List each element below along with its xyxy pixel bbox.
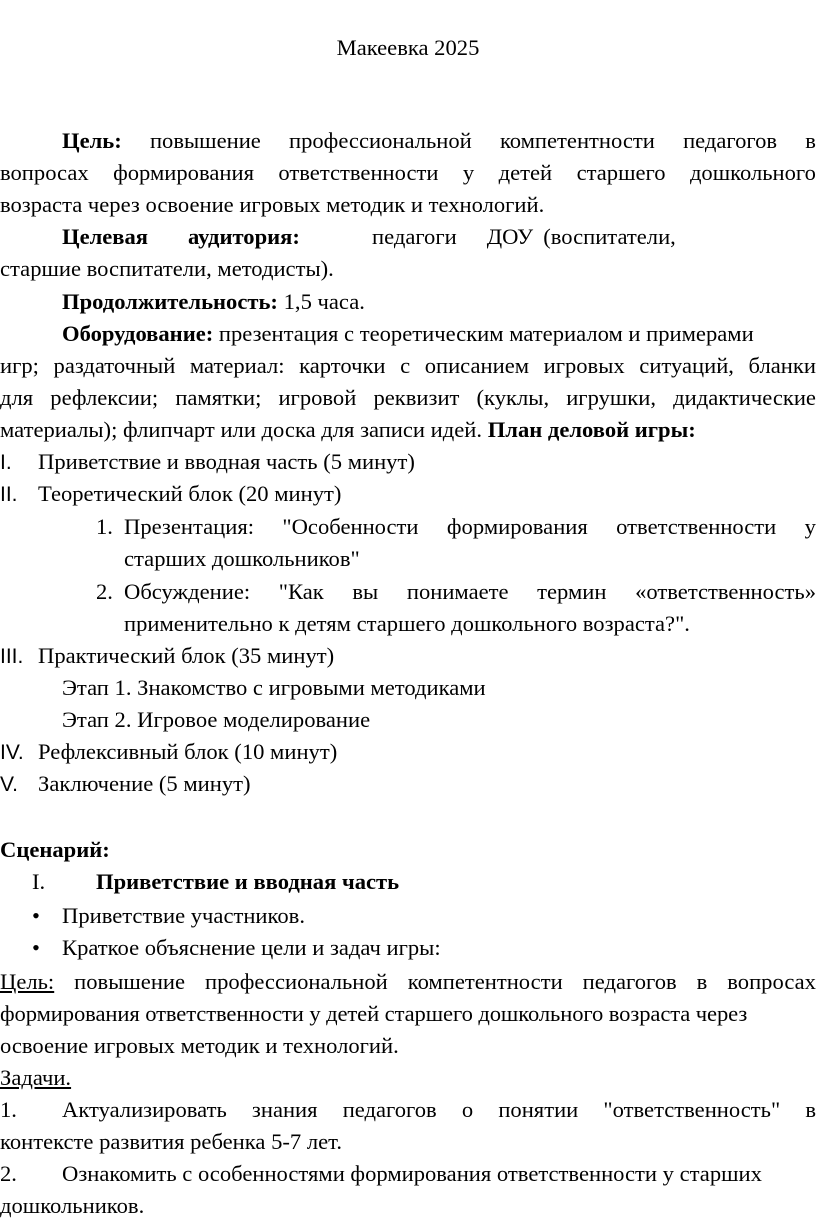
plan-item	[0, 446, 415, 479]
duration-value: 1,5 часа.	[277, 289, 365, 314]
task-num: 1.	[0, 1097, 17, 1122]
stage-item: Этап 2. Игровое моделирование	[62, 707, 371, 732]
plan-item	[0, 640, 334, 673]
goal-word: формирования	[113, 160, 254, 185]
equipment-word: игр;	[0, 353, 39, 378]
plan-item-num: I.	[0, 451, 12, 474]
sub-item-line-1	[124, 576, 816, 608]
equipment-word: раздаточный	[53, 353, 176, 378]
equipment-word: для	[0, 385, 34, 410]
scenario-goal-word: педагогов	[582, 969, 677, 994]
audience-line-2: старшие воспитатели, методисты).	[0, 256, 334, 281]
task-word: знания	[251, 1097, 318, 1122]
equipment-word: памятки;	[175, 385, 262, 410]
goal-line-3: возраста через освоение игровых методик и технологий.	[0, 192, 545, 217]
scenario-goal-word: в	[696, 969, 708, 994]
equipment-line-4	[0, 414, 696, 446]
audience-word: ДОУ	[486, 224, 534, 249]
goal-line-2	[0, 157, 816, 189]
equipment-text: материалы); флипчарт или доска для записи идей.	[0, 417, 488, 442]
audience-label	[62, 221, 300, 253]
tasks-label: Задачи.	[0, 1065, 72, 1090]
sub-item-word: "Особенности	[282, 514, 419, 539]
sub-item-word: Обсуждение:	[124, 579, 251, 604]
equipment-word: игровой	[278, 385, 357, 410]
sub-item-word: «ответственность»	[635, 579, 816, 604]
task-line-2: контексте развития ребенка 5-7 лет.	[0, 1129, 342, 1154]
plan-item-num: IV.	[0, 741, 24, 764]
task-word: в	[805, 1097, 816, 1122]
task-word: Актуализировать	[62, 1097, 227, 1122]
scenario-section-num: I.	[32, 869, 46, 894]
goal-word: вопросах	[0, 160, 89, 185]
goal-label: Цель:	[62, 128, 122, 153]
scenario-goal-word: компетентности	[407, 969, 563, 994]
equipment-word: дидактические	[673, 385, 816, 410]
plan-item-text: Теоретический блок (20 минут)	[38, 481, 342, 506]
sub-item-word: Презентация:	[124, 514, 254, 539]
equipment-word: рефлексии;	[50, 385, 159, 410]
scenario-heading-text: Сценарий:	[0, 837, 110, 862]
goal-word: дошкольного	[689, 160, 816, 185]
goal-word: повышение	[149, 128, 261, 153]
scenario-goal-label: Цель:	[0, 969, 55, 994]
task-line-1: Ознакомить с особенностями формирования ответственности у старших	[62, 1161, 762, 1186]
plan-label: План деловой игры:	[487, 417, 696, 442]
scenario-goal-line-2: формирования ответственности у детей старшего дошкольного возраста через	[0, 1001, 748, 1026]
plan-item-text: Рефлексивный блок (10 минут)	[38, 739, 338, 764]
equipment-text: презентация с теоретическим материалом и примерами	[213, 321, 754, 346]
equipment-word: материал:	[189, 353, 285, 378]
plan-item	[0, 478, 341, 511]
bullet-item: Приветствие участников.	[62, 903, 305, 928]
goal-word: ответственности	[278, 160, 439, 185]
equipment-word: реквизит	[373, 385, 460, 410]
goal-word: старшего	[576, 160, 666, 185]
sub-item-word: формирования	[446, 514, 588, 539]
scenario-goal-line-1	[0, 966, 816, 998]
plan-item-num: II.	[0, 483, 18, 506]
sub-item-num: 1.	[96, 514, 113, 539]
duration	[62, 286, 365, 318]
audience-word: (воспитатели,	[543, 224, 676, 249]
scenario-section-title	[96, 866, 399, 898]
task-word: "ответственность"	[603, 1097, 781, 1122]
audience-label-word: аудитория:	[188, 224, 300, 249]
equipment-word: игровых	[543, 353, 625, 378]
goal-word: детей	[498, 160, 553, 185]
goal-word: у	[462, 160, 475, 185]
scenario-goal-word: повышение	[74, 969, 186, 994]
audience-word: педагоги	[372, 224, 457, 249]
sub-item-word: у	[804, 514, 816, 539]
plan-item-text: Приветствие и вводная часть (5 минут)	[38, 449, 415, 474]
scenario-heading	[0, 834, 110, 866]
task-line-2: дошкольников.	[0, 1193, 145, 1218]
equipment-line-1	[62, 318, 754, 350]
audience-value	[372, 221, 676, 253]
equipment-word: ситуаций,	[639, 353, 734, 378]
scenario-section-title-text: Приветствие и вводная часть	[96, 869, 400, 894]
bullet-icon: •	[32, 935, 40, 960]
task-word: о	[461, 1097, 474, 1122]
plan-item	[0, 768, 251, 801]
plan-item-num: III.	[0, 645, 24, 668]
plan-item-text: Заключение (5 минут)	[38, 771, 251, 796]
sub-item-word: вы	[352, 579, 379, 604]
equipment-word: (куклы,	[476, 385, 550, 410]
scenario-goal-word: профессиональной	[205, 969, 388, 994]
equipment-line-2	[0, 350, 816, 382]
task-num: 2.	[0, 1161, 17, 1186]
sub-item-line-1	[124, 511, 816, 543]
task-word: понятии	[498, 1097, 579, 1122]
equipment-word: описанием	[424, 353, 530, 378]
goal-word: в	[805, 128, 816, 153]
place-year: Макеевка 2025	[336, 35, 480, 60]
scenario-goal-word: вопросах	[727, 969, 816, 994]
equipment-word: игрушки,	[566, 385, 656, 410]
equipment-label: Оборудование:	[62, 321, 214, 346]
equipment-word: карточки	[299, 353, 386, 378]
sub-item-word: термин	[537, 579, 607, 604]
sub-item-line-2: старших дошкольников"	[124, 546, 360, 571]
audience-label-word: Целевая	[62, 224, 149, 249]
sub-item-line-2: применительно к детям старшего дошкольного возраста?".	[124, 611, 690, 636]
equipment-word: с	[400, 353, 411, 378]
goal-line-1	[62, 125, 816, 157]
task-line-1	[62, 1094, 816, 1126]
bullet-item: Краткое объяснение цели и задач игры:	[62, 935, 441, 960]
duration-label: Продолжительность:	[62, 289, 278, 314]
task-word: педагогов	[342, 1097, 437, 1122]
equipment-word: бланки	[748, 353, 816, 378]
sub-item-word: ответственности	[616, 514, 777, 539]
sub-item-word: понимаете	[406, 579, 509, 604]
bullet-icon: •	[32, 903, 40, 928]
plan-item-num: V.	[0, 773, 18, 796]
goal-word: профессиональной	[289, 128, 472, 153]
equipment-line-3	[0, 382, 816, 414]
sub-item-word: "Как	[278, 579, 324, 604]
goal-word: компетентности	[499, 128, 655, 153]
scenario-goal-line-3: освоение игровых методик и технологий.	[0, 1033, 399, 1058]
stage-item: Этап 1. Знакомство с игровыми методиками	[62, 675, 486, 700]
sub-item-num: 2.	[96, 579, 113, 604]
goal-word: педагогов	[683, 128, 778, 153]
plan-item-text: Практический блок (35 минут)	[38, 643, 335, 668]
plan-item	[0, 736, 337, 769]
